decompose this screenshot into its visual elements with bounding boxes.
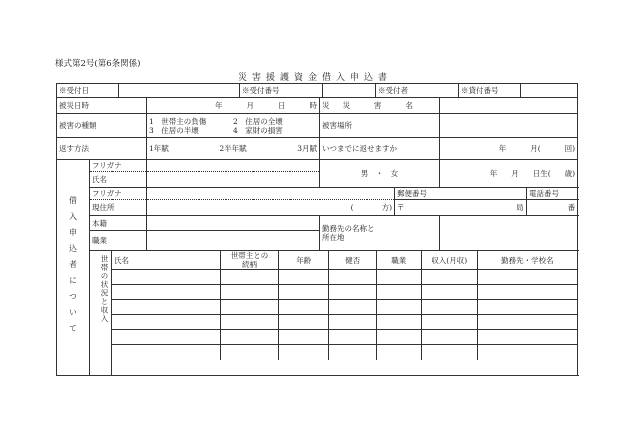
name-field[interactable] bbox=[147, 172, 320, 188]
household-table bbox=[112, 251, 577, 360]
furigana-address-label: フリガナ bbox=[90, 188, 147, 200]
damage-option-3: 3 住居の半壊 bbox=[149, 125, 199, 135]
domicile-label: 本籍 bbox=[90, 216, 147, 231]
form-reference: 様式第2号(第6条関係) bbox=[55, 59, 141, 69]
phone-label: 電話番号 bbox=[527, 188, 578, 200]
header-name: 氏名 bbox=[112, 251, 220, 270]
postal-label: 郵便番号 bbox=[395, 188, 527, 200]
received-number-field[interactable] bbox=[323, 84, 376, 98]
postal-field[interactable]: 〒 bbox=[395, 200, 527, 216]
header-relation: 世帯主との 続柄 bbox=[220, 251, 278, 270]
table-row[interactable] bbox=[112, 315, 577, 330]
occupation-label: 職業 bbox=[90, 231, 147, 251]
occupation-field[interactable] bbox=[147, 231, 320, 251]
header-health: 健否 bbox=[329, 251, 376, 270]
name-label: 氏名 bbox=[90, 172, 147, 188]
received-number-label: ※受付番号 bbox=[240, 84, 323, 98]
header-income: 収入(月収) bbox=[421, 251, 477, 270]
repayment-option-3: 3月賦 bbox=[297, 144, 318, 153]
table-row[interactable] bbox=[112, 270, 577, 285]
header-workplace: 勤務先・学校名 bbox=[477, 251, 577, 270]
repayment-option-2: 2半年賦 bbox=[219, 144, 247, 153]
table-row[interactable] bbox=[112, 345, 577, 360]
damage-place-label: 被害場所 bbox=[320, 114, 440, 138]
header-occupation: 職業 bbox=[376, 251, 421, 270]
received-date-label: ※受付日 bbox=[57, 84, 119, 98]
damage-place-field[interactable] bbox=[440, 114, 578, 138]
loan-number-field[interactable] bbox=[521, 84, 578, 98]
disaster-date-field[interactable]: 年 月 日 時 bbox=[147, 98, 320, 114]
disaster-name-field[interactable] bbox=[440, 98, 578, 114]
applicant-section-label: 借入申込者について bbox=[57, 160, 90, 376]
household-section-label: 世帯の状況と収入 bbox=[90, 251, 112, 376]
furigana-label: フリガナ bbox=[90, 160, 147, 172]
damage-option-2: 2 住居の全壊 bbox=[233, 116, 283, 126]
damage-type-options[interactable] bbox=[147, 114, 320, 138]
table-row[interactable] bbox=[112, 300, 577, 315]
application-form bbox=[56, 97, 578, 376]
birthdate-field[interactable]: 年 月 日生( 歳) bbox=[440, 160, 578, 188]
damage-type-label: 被害の種類 bbox=[57, 114, 147, 138]
damage-option-1: 1 世帯主の負傷 bbox=[149, 116, 207, 126]
loan-number-label: ※貸付番号 bbox=[459, 84, 521, 98]
phone-field[interactable]: 局 番 bbox=[527, 200, 578, 216]
workplace-field[interactable] bbox=[440, 216, 578, 251]
address-field[interactable]: ( 方) bbox=[147, 200, 395, 216]
gender-field[interactable]: 男 ・ 女 bbox=[320, 160, 440, 188]
receiver-label: ※受付者 bbox=[376, 84, 459, 98]
repay-until-field[interactable]: 年 月( 回) bbox=[440, 138, 578, 160]
furigana-field[interactable] bbox=[147, 160, 320, 172]
disaster-date-label: 被災日時 bbox=[57, 98, 147, 114]
table-row[interactable] bbox=[112, 330, 577, 345]
repay-until-label: いつまでに返せますか bbox=[320, 138, 440, 160]
header-age: 年齢 bbox=[278, 251, 328, 270]
receipt-table bbox=[56, 83, 578, 98]
table-row[interactable] bbox=[112, 285, 577, 300]
furigana-address-field[interactable] bbox=[147, 188, 395, 200]
damage-option-4: 4 家財の損害 bbox=[233, 125, 283, 135]
repayment-method-options[interactable] bbox=[147, 138, 320, 160]
repayment-method-label: 返す方法 bbox=[57, 138, 147, 160]
address-label: 現住所 bbox=[90, 200, 147, 216]
disaster-name-label: 災 災害名 bbox=[320, 98, 440, 114]
workplace-label: 勤務先の名称と 所在地 bbox=[320, 216, 440, 251]
repayment-option-1: 1年賦 bbox=[149, 144, 169, 153]
household-table-cell bbox=[112, 251, 578, 376]
document-title: 災害援護資金借入申込書 bbox=[237, 73, 392, 83]
domicile-field[interactable] bbox=[147, 216, 320, 231]
received-date-field[interactable] bbox=[119, 84, 240, 98]
